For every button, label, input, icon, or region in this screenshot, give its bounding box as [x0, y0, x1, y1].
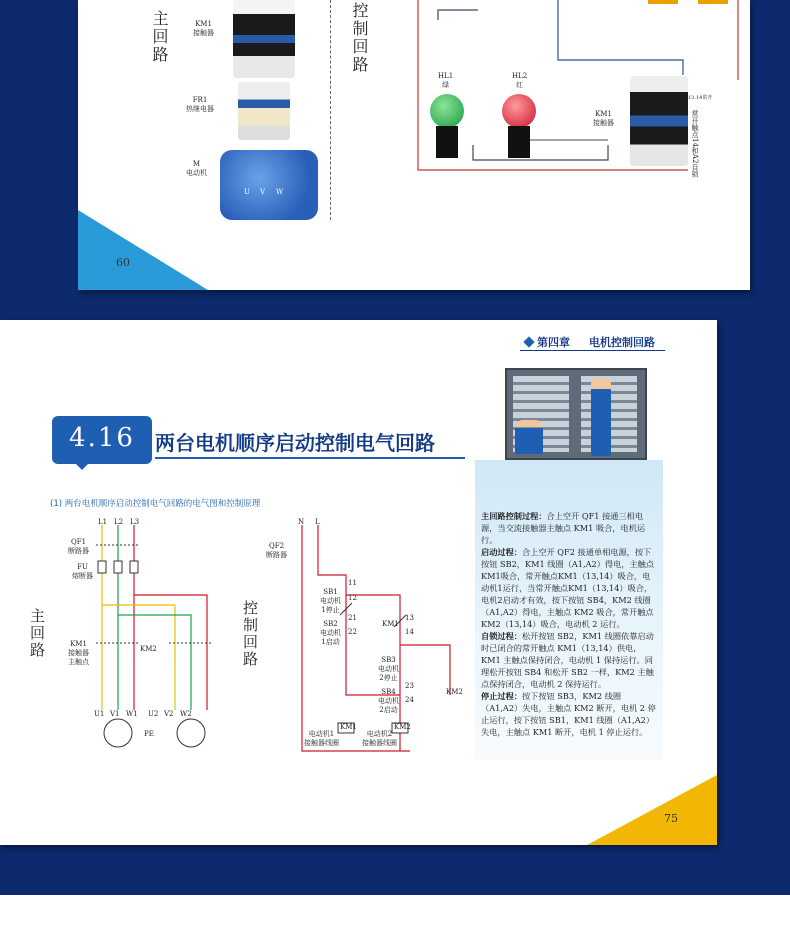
motor2-u2: U2 — [148, 710, 159, 718]
nl-n: N — [298, 518, 305, 526]
motor2-w2: W2 — [180, 710, 192, 718]
sb1-label: SB1 电动机 1停止 — [320, 588, 341, 614]
description-start: 启动过程：合上空开 QF2 接通单相电源，按下按钮 SB2，KM1 线圈（A1,A2）得电，主触点KM1吸合，常开触点KM1（13,14）吸合，电动机1运行，当常开触点KM1（13,14）吸合，电机2启动才有效，按下按钮 SB4，KM2 线圈（A1,A2）得电，主触点 KM2 吸合，常开触点 KM2（13,14）吸合，电动机 2 运行。 — [481, 547, 655, 629]
chapter-subtitle: 电机控制回路 — [589, 336, 655, 349]
corner-triangle-decoration — [78, 210, 208, 290]
coil1-label: 电动机1 接触器线圈 — [304, 730, 339, 747]
section-title-underline — [155, 457, 465, 459]
hl2-lamp-body — [508, 126, 530, 158]
motor1-w1: W1 — [126, 710, 138, 718]
electrician-illustration — [505, 368, 647, 460]
km1-ctrl-label: KM1 — [382, 620, 399, 628]
figure-subtitle: (1) 两台电机顺序启动控制电气回路的电气图和控制原理 — [50, 499, 261, 509]
coil2-tag: KM2 — [394, 723, 411, 731]
qf1-label: QF1 断路器 — [68, 538, 89, 555]
chapter-title: 第四章 — [537, 336, 570, 349]
hl1-lamp-body — [436, 126, 458, 158]
terminal-13: 13 — [405, 614, 414, 622]
terminal-12: 12 — [348, 594, 357, 602]
contact-note: 13.14常开 — [688, 95, 713, 101]
main-circuit-label: 主回路 — [150, 10, 169, 64]
description-stop: 停止过程：按下按钮 SB3，KM2 线圈（A1,A2）失电，主触点 KM2 断开，电机 2 停止运行，按下按钮 SB1，KM1 线圈（A1,A2）失电，主触点 KM1 断开，电机 1 停止运行。 — [481, 691, 656, 737]
phase-l1: L1 — [98, 518, 108, 526]
description-main-circuit: 主回路控制过程：合上空开 QF1 接通三相电源，当交流接触器主触点 KM1 吸合，电机运行。 — [481, 511, 646, 545]
sb4-label: SB4 电动机 2启动 — [378, 688, 399, 714]
upper-book-page — [78, 0, 750, 290]
main-circuit-label: 主回路 — [28, 608, 46, 659]
section-divider — [330, 0, 331, 220]
description-panel — [475, 460, 663, 760]
hl1-label: HL1 绿 — [438, 72, 454, 89]
hl2-label: HL2 红 — [512, 72, 528, 89]
chapter-underline — [520, 350, 665, 351]
motor-label: M 电动机 — [186, 160, 207, 177]
control-circuit-label: 控制回路 — [241, 600, 259, 668]
km1-main-label: KM1 接触器 主触点 — [68, 640, 89, 666]
worker-kneeling — [515, 420, 543, 454]
km1-right-contactor-image — [630, 76, 688, 166]
section-number-badge: 4.16 — [52, 416, 152, 464]
corner-triangle-decoration — [587, 775, 717, 845]
pe-label: PE — [144, 730, 154, 738]
description-self-lock: 自锁过程：松开按钮 SB2，KM1 线圈依靠启动时已闭合的常开触点 KM1（13,14）供电，KM1 主触点保持闭合，电动机 1 保持运行。同理松开按钮 SB4 和松开 SB2 一样，KM2 主触点保持闭合，电动机 2 保持运行。 — [481, 631, 654, 689]
motor-terminal-u: U — [244, 188, 250, 196]
control-circuit-label: 控制回路 — [350, 2, 369, 74]
nl-l: L — [315, 518, 320, 526]
km1-contactor-image — [233, 0, 295, 78]
hl1-green-lamp — [430, 94, 464, 128]
badge-pointer — [72, 460, 92, 470]
sb2-label: SB2 电动机 1启动 — [320, 620, 341, 646]
sb3-label: SB3 电动机 2停止 — [378, 656, 399, 682]
terminal-21: 21 — [348, 614, 357, 622]
terminal-11: 11 — [348, 579, 357, 587]
lower-book-page — [0, 320, 717, 845]
coil1-tag: KM1 — [340, 723, 357, 731]
coil2-label: 电动机2 接触器线圈 — [362, 730, 397, 747]
section-title: 两台电机顺序启动控制电气回路 — [155, 431, 435, 455]
chapter-marker-icon — [523, 336, 534, 347]
km2-main-label: KM2 — [140, 645, 157, 653]
motor1-u1: U1 — [94, 710, 105, 718]
qf2-label: QF2 断路器 — [266, 542, 287, 559]
worker-standing — [591, 378, 611, 456]
phase-l2: L2 — [114, 518, 124, 526]
motor-image — [220, 150, 318, 220]
motor-terminal-v: V — [260, 188, 266, 196]
km1-right-label: KM1 接触器 — [593, 110, 614, 127]
terminal-22: 22 — [348, 628, 357, 636]
motor-terminal-w: W — [276, 188, 284, 196]
km2-ctrl-label: KM2 — [446, 688, 463, 696]
fu-label: FU 熔断器 — [72, 563, 93, 580]
motor1-v1: V1 — [110, 710, 120, 718]
km1-label: KM1 接触器 — [193, 20, 214, 37]
fr1-thermal-relay-image — [238, 82, 290, 140]
phase-l3: L3 — [130, 518, 140, 526]
terminal-24: 24 — [405, 696, 414, 704]
control-circuit-diagram — [290, 515, 480, 755]
page-number: 75 — [664, 812, 678, 825]
self-lock-note: 常开触点14和A2自锁 — [691, 110, 699, 178]
hl2-red-lamp — [502, 94, 536, 128]
terminal-23: 23 — [405, 682, 414, 690]
fr1-label: FR1 热继电器 — [186, 96, 214, 113]
terminal-14: 14 — [405, 628, 414, 636]
motor2-v2: V2 — [164, 710, 174, 718]
page-number: 60 — [116, 256, 130, 269]
